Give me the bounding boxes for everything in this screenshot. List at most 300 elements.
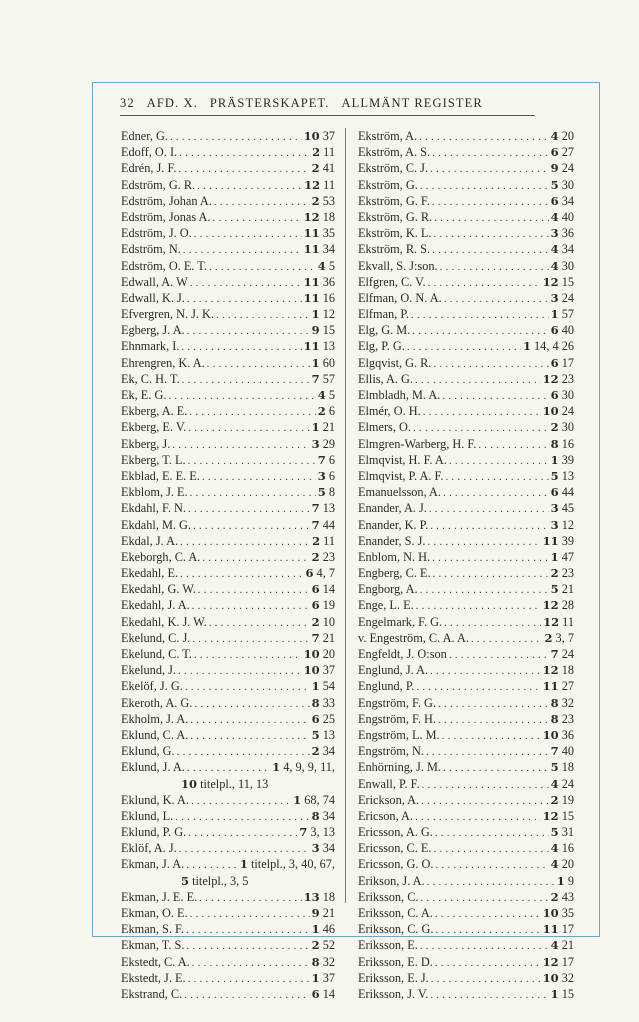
entry-reference <box>318 484 335 500</box>
volume-number: 2 <box>312 145 321 160</box>
volume-number: 2 <box>550 792 559 807</box>
page-reference: 68, 74 <box>304 792 335 807</box>
page-reference: titelpl., 11, 13 <box>200 776 269 791</box>
index-entry <box>121 533 335 549</box>
page-reference: 24 <box>561 776 574 791</box>
dot-leader <box>432 550 549 566</box>
index-entry <box>358 306 574 322</box>
volume-number: 11 <box>303 226 320 241</box>
entry-reference <box>312 549 335 565</box>
page-reference: 28 <box>561 598 574 613</box>
entry-name: Enander, S. J. <box>358 533 426 548</box>
volume-number: 7 <box>550 647 559 661</box>
volume-number: 2 <box>550 889 559 904</box>
page-reference: 20 <box>561 857 574 872</box>
page-reference: 40 <box>561 323 574 338</box>
volume-number: 7 <box>311 517 320 532</box>
entry-name: Ekedahl, K. J. W. <box>121 614 207 629</box>
entry-name: Edoff, O. I. <box>121 145 178 160</box>
page-reference: 8 <box>328 485 335 500</box>
volume-number: 1 <box>311 420 320 435</box>
page-reference: 17 <box>561 922 574 937</box>
entry-name: Edwall, K. J. <box>121 290 185 305</box>
volume-number: 7 <box>550 744 559 759</box>
page-reference: 23 <box>322 549 335 564</box>
dot-leader <box>449 453 549 469</box>
page-reference: 34 <box>561 193 574 208</box>
index-entry <box>358 500 574 516</box>
entry-reference <box>543 970 574 986</box>
index-entry <box>358 711 574 727</box>
entry-reference <box>312 614 335 630</box>
entry-name: Ekman, J. A. <box>121 857 185 872</box>
dot-leader <box>431 971 541 987</box>
entry-name: Ehnmark, I. <box>121 339 180 354</box>
page-reference: 52 <box>322 938 335 953</box>
volume-number: 2 <box>317 404 326 419</box>
dot-leader <box>435 825 549 841</box>
entry-reference <box>312 436 335 452</box>
volume-number: 12 <box>542 808 559 823</box>
dot-leader <box>435 955 541 971</box>
entry-reference <box>551 452 574 468</box>
index-entry <box>358 581 574 597</box>
entry-name: Ekelund, J. <box>121 663 176 678</box>
dot-leader <box>432 145 549 161</box>
index-entry <box>358 290 574 306</box>
volume-number: 11 <box>303 339 320 354</box>
entry-reference <box>551 856 574 872</box>
entry-name: Ekberg, T. L. <box>121 452 186 467</box>
dot-leader <box>445 469 548 485</box>
index-entry <box>358 387 574 403</box>
page-reference: 16 <box>322 290 335 305</box>
entry-reference <box>543 662 574 678</box>
entry-reference <box>293 792 335 808</box>
index-entry <box>121 856 335 872</box>
entry-reference <box>304 274 335 290</box>
index-entry <box>121 193 335 209</box>
page-reference: 35 <box>561 906 574 920</box>
index-entry <box>358 937 574 953</box>
entry-name: Elg, G. M. <box>358 323 411 338</box>
volume-number: 2 <box>311 744 320 759</box>
index-entry <box>358 177 574 193</box>
entry-name: Ekblom, J. E. <box>121 485 188 500</box>
dot-leader <box>423 404 541 420</box>
entry-name: Edrén, J. F. <box>121 161 177 176</box>
dot-leader <box>188 453 316 469</box>
dot-leader <box>471 631 543 647</box>
volume-number: 8 <box>311 695 320 710</box>
index-entry <box>121 128 335 144</box>
entry-name: Eklund, C. A. <box>121 727 189 742</box>
dot-leader <box>184 987 309 1003</box>
volume-number: 3 <box>311 841 320 856</box>
entry-reference <box>551 695 574 711</box>
volume-number: 12 <box>542 663 559 678</box>
entry-name: Ellis, A. G. <box>358 371 413 386</box>
index-entry <box>121 954 335 970</box>
dot-leader <box>190 906 310 922</box>
entry-name: Eriksson, C. A. <box>358 906 433 920</box>
entry-reference <box>304 177 335 193</box>
dot-leader <box>187 760 270 776</box>
page-reference: 6 <box>328 404 335 419</box>
index-entry <box>358 533 574 549</box>
index-entry <box>358 792 574 808</box>
dot-leader <box>435 906 541 922</box>
page-number: 32 <box>120 96 135 110</box>
entry-reference <box>312 695 335 711</box>
page-reference: 13 <box>322 727 335 742</box>
entry-reference <box>551 937 574 953</box>
page-reference: 46 <box>322 922 335 937</box>
entry-name: Edström, Johan A. <box>121 193 212 208</box>
dot-leader <box>449 647 549 663</box>
volume-number: 9 <box>311 323 320 338</box>
entry-reference <box>312 937 335 953</box>
index-entry <box>121 419 335 435</box>
entry-reference <box>551 419 574 435</box>
index-entry <box>358 597 574 613</box>
entry-reference <box>551 549 574 565</box>
entry-name: Elfgren, C. V. <box>358 274 426 289</box>
entry-reference <box>312 743 335 759</box>
index-entry <box>358 274 574 290</box>
volume-number: 7 <box>299 825 308 840</box>
entry-name: Enhörning, J. M. <box>358 760 442 775</box>
volume-number: 4 <box>550 776 559 791</box>
volume-number: 10 <box>303 663 320 678</box>
index-entry <box>358 484 574 500</box>
index-entry <box>358 338 574 354</box>
page-reference: 4, 9, 9, 11, <box>283 760 335 775</box>
dot-leader <box>197 178 302 194</box>
entry-reference <box>543 808 574 824</box>
volume-number: 4 <box>550 209 559 224</box>
entry-reference <box>304 662 335 678</box>
volume-number: 9 <box>550 161 559 176</box>
page-reference: 15 <box>561 986 574 1001</box>
index-entry <box>121 517 335 533</box>
dot-leader <box>209 615 310 631</box>
entry-reference <box>304 646 335 662</box>
entry-name: Ekström, C. J. <box>358 161 429 176</box>
volume-number: 10 <box>181 776 198 791</box>
volume-number: 10 <box>542 970 559 985</box>
index-entry <box>121 484 335 500</box>
index-entry <box>358 905 574 921</box>
volume-number: 6 <box>311 986 320 1001</box>
entry-name: Engfeldt, J. O:son <box>358 647 447 661</box>
dot-leader <box>194 647 302 663</box>
volume-number: 2 <box>550 420 559 435</box>
index-entry <box>121 322 335 338</box>
entry-reference <box>312 144 335 160</box>
page-reference: 15 <box>561 274 574 289</box>
index-entry <box>121 500 335 516</box>
dot-leader <box>190 712 309 728</box>
dot-leader <box>202 550 309 566</box>
index-entry <box>358 759 574 775</box>
volume-number: 5 <box>550 825 559 840</box>
entry-reference <box>551 986 574 1002</box>
page-reference: 12 <box>322 307 335 322</box>
entry-name: Ekström, G. R. <box>358 209 433 224</box>
dot-leader <box>187 323 310 339</box>
volume-number: 4 <box>550 841 559 856</box>
index-entry <box>358 986 574 1002</box>
page-reference: 32 <box>322 954 335 969</box>
entry-name: Ekedahl, J. A. <box>121 598 190 613</box>
page-reference: 40 <box>561 744 574 759</box>
page-reference: 18 <box>561 760 574 775</box>
dot-leader <box>420 582 549 598</box>
entry-reference <box>551 500 574 516</box>
running-header <box>120 96 535 111</box>
page-reference: 29 <box>322 436 335 451</box>
dot-leader <box>194 696 309 712</box>
index-entry <box>121 209 335 225</box>
entry-reference <box>312 306 335 322</box>
entry-name: Ekelund, C. J. <box>121 630 191 645</box>
volume-number: 1 <box>550 549 559 564</box>
dot-leader <box>190 275 302 291</box>
entry-reference <box>551 711 574 727</box>
page-reference: 53 <box>322 193 335 208</box>
volume-number: 2 <box>550 566 559 581</box>
page-reference: 34 <box>322 808 335 823</box>
page-reference: 34 <box>322 841 335 856</box>
index-entry <box>358 646 574 662</box>
dot-leader <box>433 841 548 857</box>
dot-leader <box>420 890 548 906</box>
index-entry <box>358 549 574 565</box>
entry-name: Ekelöf, J. G. <box>121 679 183 694</box>
dot-leader <box>216 307 310 323</box>
page-reference: 41 <box>322 161 335 176</box>
volume-number: 9 <box>311 906 320 920</box>
index-entry <box>121 905 335 921</box>
index-entry <box>121 695 335 711</box>
index-entry <box>121 759 335 775</box>
index-entry <box>358 921 574 937</box>
entry-reference <box>312 322 335 338</box>
volume-number: 13 <box>303 889 320 904</box>
page-reference: 27 <box>561 145 574 160</box>
dot-leader <box>413 420 549 436</box>
page-reference: 13 <box>561 468 574 483</box>
index-entry <box>358 856 574 872</box>
entry-name: Edström, G. R. <box>121 177 196 192</box>
dot-leader <box>185 679 310 695</box>
page-reference: 20 <box>561 129 574 143</box>
page-reference: 11 <box>323 177 335 192</box>
index-entry <box>121 646 335 662</box>
dot-leader <box>415 372 541 388</box>
page-reference: 13 <box>322 501 335 516</box>
dot-leader <box>213 210 302 226</box>
index-entry <box>121 597 335 613</box>
index-entry <box>358 970 574 986</box>
page-reference: 30 <box>561 388 574 402</box>
index-entry <box>121 970 335 986</box>
entry-reference <box>312 500 335 516</box>
volume-number: 11 <box>303 274 320 289</box>
index-entry <box>121 144 335 160</box>
page-reference: 24 <box>561 290 574 305</box>
dot-leader <box>188 501 310 517</box>
dot-leader <box>192 955 310 971</box>
dot-leader <box>175 809 309 825</box>
volume-number: 3 <box>550 226 559 241</box>
dot-leader <box>442 388 548 404</box>
page-reference: 34 <box>322 744 335 759</box>
entry-reference <box>240 856 335 872</box>
index-entry <box>358 193 574 209</box>
page-reference: 23 <box>561 711 574 726</box>
page-reference: 18 <box>322 889 335 904</box>
entry-reference <box>312 533 335 549</box>
entry-name: Ericson, A. <box>358 808 413 823</box>
page-reference: 15 <box>322 323 335 338</box>
index-entry <box>121 776 335 792</box>
page-reference: 17 <box>561 355 574 370</box>
entry-name: Ekstedt, J. E. <box>121 970 186 985</box>
volume-number: 8 <box>550 711 559 726</box>
page-reference: 45 <box>561 501 574 516</box>
entry-reference <box>312 419 335 435</box>
volume-number: 1 <box>311 922 320 937</box>
dot-leader <box>181 339 301 355</box>
entry-name: Eklund, G. <box>121 744 175 759</box>
dot-leader <box>209 259 316 275</box>
entry-reference <box>557 873 574 889</box>
entry-reference <box>543 533 574 549</box>
dot-leader <box>416 598 541 614</box>
volume-number: 7 <box>311 371 320 386</box>
index-entry <box>358 436 574 452</box>
index-entry <box>121 160 335 176</box>
volume-number: 10 <box>303 129 320 143</box>
index-entry <box>121 937 335 953</box>
dot-leader <box>422 777 549 793</box>
entry-reference <box>318 468 335 484</box>
index-entry <box>121 274 335 290</box>
index-entry <box>121 565 335 581</box>
entry-name: Egberg, J. A. <box>121 323 185 338</box>
entry-name: Ekdahl, F. N. <box>121 501 186 516</box>
page-reference: 16 <box>561 436 574 451</box>
volume-number: 6 <box>550 388 559 402</box>
volume-number: 10 <box>542 906 559 920</box>
dot-leader <box>214 194 310 210</box>
volume-number: 2 <box>311 193 320 208</box>
index-entry <box>358 727 574 743</box>
volume-number: 10 <box>542 727 559 742</box>
entry-reference <box>312 986 335 1002</box>
page-reference: titelpl., 3, 5 <box>192 873 249 888</box>
index-entry <box>121 808 335 824</box>
index-entry <box>121 338 335 354</box>
header-rule <box>120 115 535 116</box>
page-reference: 34 <box>561 242 574 257</box>
volume-number: 3 <box>550 290 559 305</box>
entry-name: Ekström, K. L. <box>358 226 432 241</box>
volume-number: 10 <box>542 404 559 419</box>
volume-number: 2 <box>311 938 320 953</box>
dot-leader <box>443 760 549 776</box>
entry-reference <box>543 727 574 743</box>
entry-name: Ekström, A. <box>358 129 418 143</box>
page-reference: 19 <box>322 598 335 613</box>
dot-leader <box>188 420 309 436</box>
volume-number: 1 <box>293 792 302 807</box>
dot-leader <box>178 663 302 679</box>
dot-leader <box>443 485 549 501</box>
index-entry <box>358 678 574 694</box>
page-reference: 18 <box>322 209 335 224</box>
page-reference: 21 <box>561 938 574 953</box>
entry-reference <box>551 743 574 759</box>
entry-reference <box>312 840 335 856</box>
entry-reference <box>543 597 574 613</box>
index-column-right <box>358 128 574 1002</box>
entry-name: Efvergren, N. J. K. <box>121 307 215 322</box>
page-reference: 37 <box>322 970 335 985</box>
volume-number: 4 <box>550 129 559 143</box>
dot-leader <box>442 728 541 744</box>
volume-number: 2 <box>544 630 553 645</box>
entry-reference <box>312 371 335 387</box>
page-reference: titelpl., 3, 40, 67, <box>250 857 335 872</box>
entry-name: Engström, F. H. <box>358 711 436 726</box>
page-reference: 16 <box>561 841 574 856</box>
index-entry <box>121 306 335 322</box>
entry-reference <box>304 225 335 241</box>
index-entry <box>121 355 335 371</box>
page-reference: 23 <box>561 371 574 386</box>
entry-name: Ekdal, J. A. <box>121 533 179 548</box>
entry-reference <box>543 921 574 937</box>
dot-leader <box>186 922 310 938</box>
index-entry <box>358 565 574 581</box>
volume-number: 12 <box>304 177 321 192</box>
volume-number: 1 <box>311 679 320 694</box>
entry-name: Engström, F. G. <box>358 695 436 710</box>
entry-name: Emanuelsson, A. <box>358 485 441 500</box>
entry-name: Ericsson, A. G. <box>358 825 433 840</box>
page-reference: 24 <box>561 404 574 419</box>
index-entry <box>358 743 574 759</box>
index-entry <box>358 873 574 889</box>
dot-leader <box>433 356 548 372</box>
index-entry <box>358 824 574 840</box>
entry-name: Edström, Jonas A. <box>121 209 211 224</box>
volume-number: 11 <box>542 922 559 937</box>
page-reference: 5 <box>328 388 335 402</box>
page-reference: 13 <box>322 339 335 354</box>
volume-number: 6 <box>311 598 320 613</box>
page-reference: 9 <box>567 873 574 888</box>
dot-leader <box>199 890 301 906</box>
dot-leader <box>438 712 549 728</box>
page-reference: 37 <box>322 663 335 678</box>
page-reference: 14 <box>322 582 335 597</box>
index-entry <box>358 662 574 678</box>
dot-leader <box>426 744 549 760</box>
